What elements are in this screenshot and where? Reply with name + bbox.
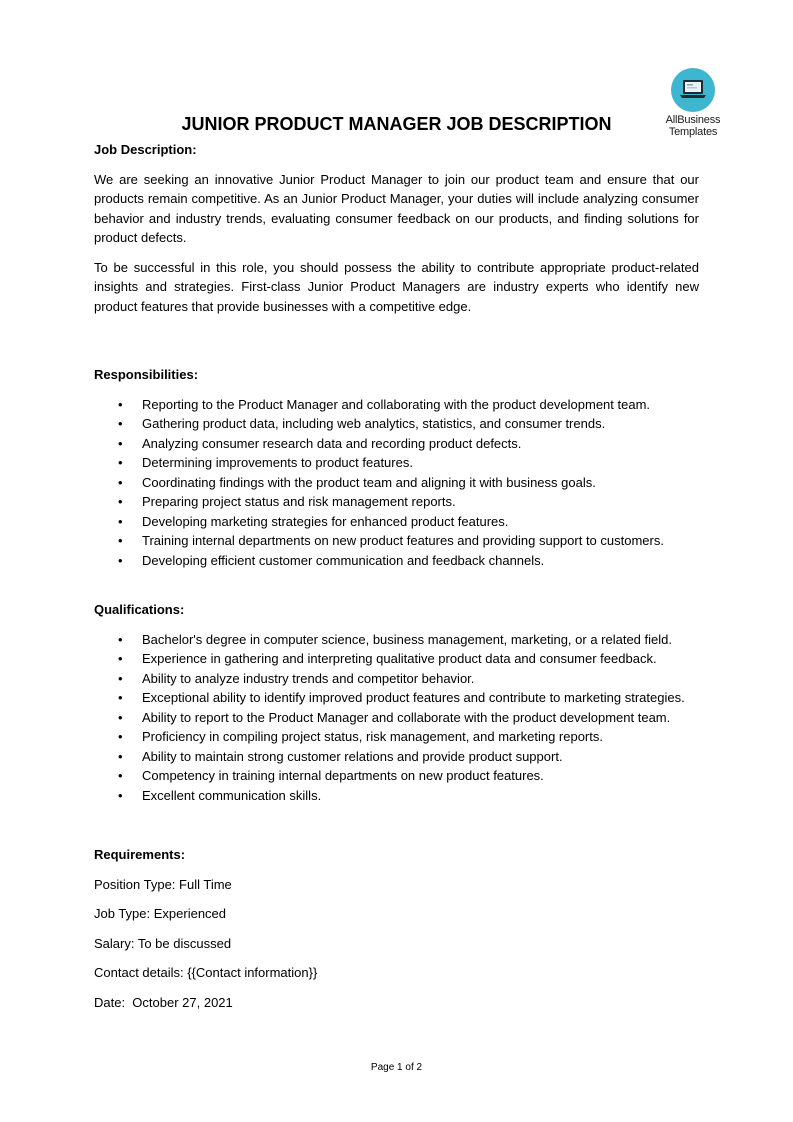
qualifications-list — [94, 630, 699, 806]
list-item: • Coordinating findings with the product team and aligning it with business goals. — [94, 473, 699, 493]
list-item: • Competency in training internal departments on new product features. — [94, 766, 699, 786]
job-description-paragraph-2: To be successful in this role, you should possess the ability to contribute appropriate product-related insights and strategies. First-class Junior Product Managers are industry experts who identify new product features that provide businesses with a competitive edge. — [94, 259, 699, 314]
list-item: • Training internal departments on new product features and providing support to customers. — [94, 531, 699, 551]
document-body — [94, 113, 699, 1012]
list-item: • Gathering product data, including web analytics, statistics, and consumer trends. — [94, 414, 699, 434]
list-item: • Reporting to the Product Manager and collaborating with the product development team. — [94, 395, 699, 415]
page-number: Page 1 of 2 — [370, 1062, 423, 1073]
bullet-icon: • — [118, 513, 123, 529]
bullet-icon: • — [118, 729, 123, 744]
requirements-heading: Requirements: — [94, 847, 186, 862]
bullet-icon: • — [118, 416, 123, 431]
list-item: • Experience in gathering and interpreting qualitative product data and consumer feedback. — [94, 649, 699, 669]
bullet-icon: • — [118, 631, 123, 647]
bullet-icon: • — [118, 396, 123, 412]
bullet-icon: • — [118, 690, 123, 705]
responsibilities-heading: Responsibilities: — [94, 367, 199, 382]
list-item: • Ability to maintain strong customer relations and provide product support. — [94, 747, 699, 767]
list-item: • Developing marketing strategies for enhanced product features. — [94, 512, 699, 532]
bullet-icon: • — [118, 455, 123, 470]
logo-line-1: AllBusiness — [665, 114, 721, 126]
date-line: Date: October 27, 2021 — [94, 994, 233, 1010]
list-item: • Determining improvements to product features. — [94, 453, 699, 473]
list-item: • Bachelor's degree in computer science, business management, marketing, or a related field. — [94, 630, 699, 650]
responsibilities-list — [94, 395, 699, 571]
salary-line: Salary: To be discussed — [94, 935, 232, 951]
document-title: JUNIOR PRODUCT MANAGER JOB DESCRIPTION — [181, 114, 612, 134]
list-item: • Developing efficient customer communication and feedback channels. — [94, 551, 699, 571]
list-item: • Proficiency in compiling project status, risk management, and marketing reports. — [94, 727, 699, 747]
job-description-heading: Job Description: — [94, 142, 197, 157]
job-type-line: Job Type: Experienced — [94, 906, 227, 921]
bullet-icon: • — [118, 768, 123, 783]
bullet-icon: • — [118, 787, 123, 803]
bullet-icon: • — [118, 670, 123, 686]
bullet-icon: • — [118, 533, 123, 548]
position-type-line: Position Type: Full Time — [94, 876, 232, 892]
list-item: • Exceptional ability to identify improved product features and contribute to marketing strategies. — [94, 688, 699, 708]
job-description-paragraph-1: We are seeking an innovative Junior Product Manager to join our product team and ensure that our products remain competitive. As an Junior Product Manager, your duties will include analyzing consumer behavior and industry trends, evaluating consumer feedback on our products, and finding solutions for product defects. — [94, 171, 699, 245]
bullet-icon: • — [118, 748, 123, 764]
bullet-icon: • — [118, 474, 123, 490]
logo-line-2: Templates — [668, 126, 718, 138]
bullet-icon: • — [118, 709, 123, 725]
list-item: • Preparing project status and risk management reports. — [94, 492, 699, 512]
list-item: • Ability to report to the Product Manager and collaborate with the product development team. — [94, 708, 699, 728]
bullet-icon: • — [118, 494, 123, 509]
bullet-icon: • — [118, 435, 123, 451]
qualifications-heading: Qualifications: — [94, 602, 185, 617]
list-item: • Analyzing consumer research data and recording product defects. — [94, 434, 699, 454]
bullet-icon: • — [118, 651, 123, 666]
list-item: • Ability to analyze industry trends and competitor behavior. — [94, 669, 699, 689]
contact-details-line: Contact details: {{Contact information}} — [94, 965, 318, 980]
list-item: • Excellent communication skills. — [94, 786, 699, 806]
bullet-icon: • — [118, 552, 123, 568]
laptop-icon — [671, 68, 715, 112]
